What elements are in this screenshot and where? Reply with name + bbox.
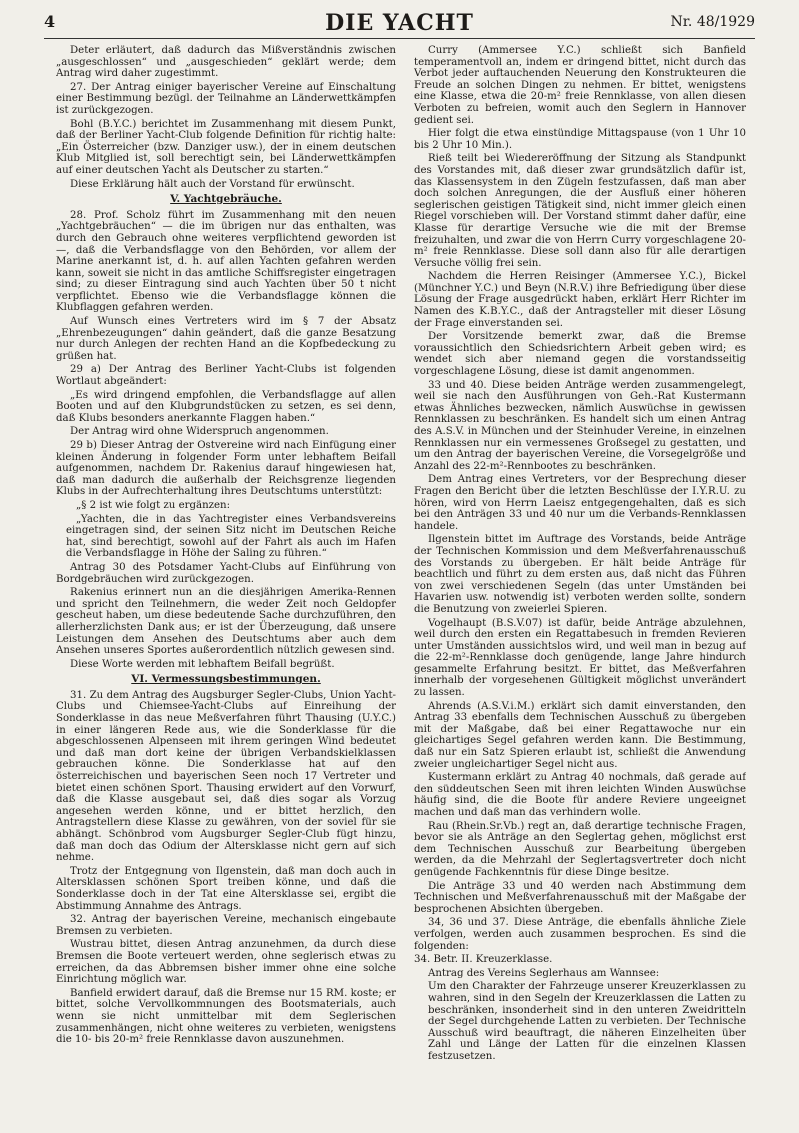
paragraph: Diese Worte werden mit lebhaftem Beifall begrüßt. (70, 658, 335, 670)
paragraph: Hier folgt die etwa einstündige Mittagspause (von 1 Uhr 10 bis 2 Uhr 10 Min.). (414, 128, 746, 151)
paragraph: Ahrends (A.S.V.i.M.) erklärt sich damit einverstanden, den Antrag 33 ebenfalls dem Technischen Ausschuß zu übergeben mit der Maßgabe, daß bei einer Regattawoche nur ein gleichartiges Segel gefahren werden kann. Die Bestimmung, daß nur ein Satz Spieren erlaubt ist, schließt die Anwendung zweier ungleichartiger Segel nicht aus. (414, 700, 746, 770)
paragraph: Deter erläutert, daß dadurch das Mißverständnis zwischen „ausgeschlossen“ und „ausgeschieden“ geklärt werde; dem Antrag wird daher zugestimmt. (56, 45, 396, 80)
left-column (56, 45, 396, 1115)
paragraph: Wustrau bittet, diesen Antrag anzunehmen, da durch diese Bremsen die Boote verteuert werden, ohne seglerisch etwas zu erreichen, da das Abbremsen bisher immer ohne eine solche Einrichtung möglich war. (56, 939, 396, 986)
paragraph: Antrag 30 des Potsdamer Yacht-Clubs auf Einführung von Bordgebräuchen wird zurückgezogen. (56, 561, 396, 585)
section-heading: V. Yachtgebräuche. (170, 193, 282, 206)
paragraph: „Yachten, die in das Yachtregister eines Verbandsvereins eingetragen sind, der seinen Sitz nicht im Deutschen Reiche hat, sind berechtigt, sowohl auf der Fahrt als auch im Hafen die Verbandsflagge in Höhe der Saling zu führen.“ (66, 513, 396, 560)
paragraph: 32. Antrag der bayerischen Vereine, mechanisch eingebaute Bremsen zu verbieten. (56, 914, 396, 937)
paragraph: Curry (Ammersee Y.C.) schließt sich Banfield temperamentvoll an, indem er dringend bittet, nicht durch das Verbot jeder auftauchenden Neuerung den Konstrukteuren die Freude an solchen Dingen zu nehmen. Er bittet, wenigstens eine Klasse, etwa die 20-m² freie Rennklasse, von allen diesen Verboten zu befreien, womit auch den Seglern in Hannover gedient sei. (414, 45, 746, 126)
paragraph: Banfield erwidert darauf, daß die Bremse nur 15 RM. koste; er bittet, solche Vervollkommnungen des Bootsmaterials, auch wenn sie nicht unmittelbar mit dem Seglerischen zusammenhängen, nicht ohne weiteres zu verbieten, wenigstens die 10- bis 20-m² freie Rennklasse davon auszunehmen. (56, 987, 396, 1046)
paragraph: Rau (Rhein.Sr.Vb.) regt an, daß derartige technische Fragen, bevor sie als Anträge an den Seglertag gehen, möglichst erst dem Technischen Ausschuß zur Bearbeitung übergeben werden, da die Mehrzahl der Seglertagsvertreter doch nicht genügende Fachkenntnis für diese Dinge besitze. (414, 820, 746, 878)
paragraph: 28. Prof. Scholz führt im Zusammenhang mit den neuen „Yachtgebräuchen“ — die im übrigen nur das enthalten, was durch den Gebrauch ohne weiteres verpflichtend geworden ist —, daß die Verbandsflagge von den Behörden, vor allem der Marine anerkannt ist, d. h. auf allen Yachten gefahren werden kann, soweit sie nicht in das amtliche Schiffsregister eingetragen sind; zu dieser Eintragung sind auch Yachten über 50 t nicht verpflichtet. Ebenso wie die Verbandsflagge können die Klubflaggen gefahren werden. (56, 209, 396, 314)
paragraph: „Es wird dringend empfohlen, die Verbandsflagge auf allen Booten und auf den Klubgrundstücken zu setzen, es sei denn, daß Klubs besonders anerkannte Flaggen haben.“ (56, 389, 396, 424)
paragraph: Nachdem die Herren Reisinger (Ammersee Y.C.), Bickel (Münchner Y.C.) und Beyn (N.R.V.) ihre Befriedigung über diese Lösung der Frage ausgedrückt haben, erklärt Herr Richter im Namen des K.B.Y.C., daß der Antragsteller mit dieser Lösung der Frage einverstanden sei. (414, 271, 746, 329)
paragraph: Vogelhaupt (B.S.V.07) ist dafür, beide Anträge abzulehnen, weil durch den ersten ein Regattabesuch in fremden Revieren unter Umständen aussichtslos wird, und weil man in bezug auf die 22-m²-Rennklasse doch genügende, lange Jahre hindurch gesammelte Erfahrung besitzt. Er bittet, das Meßverfahren innerhalb der vorgesehenen Gültigkeit möglichst unverändert zu lassen. (414, 617, 746, 699)
paragraph: Rakenius erinnert nun an die diesjährigen Amerika-Rennen und spricht den Teilnehmern, die weder Zeit noch Geldopfer gescheut haben, um diese bedeutende Sache durchzuführen, den allerherzlichsten Dank aus; er ist der Überzeugung, daß unsere Leistungen dem Ansehen des Deutschtums aber auch dem Ansehen unseres Sportes außerordentlich nützlich gewesen sind. (56, 587, 396, 657)
paragraph: 29 a) Der Antrag des Berliner Yacht-Clubs ist folgenden Wortlaut abgeändert: (56, 364, 396, 388)
paragraph: Auf Wunsch eines Vertreters wird im § 7 der Absatz „Ehrenbezeugungen“ dahin geändert, daß die ganze Besatzung nur durch Anlegen der rechten Hand an die Kopfbedeckung zu grüßen hat. (56, 316, 396, 362)
paragraph: 33 und 40. Diese beiden Anträge werden zusammengelegt, weil sie nach den Ausführungen von Geh.-Rat Kustermann etwas Ähnliches bezwecken, nämlich Auswüchse in gewissen Rennklassen zu beschränken. Es handelt sich um einen Antrag des A.S.V. in München und der Steinhuder Vereine, in einzelnen Rennklassen nur ein vermessenes Großsegel zu gestatten, und um den Antrag der bayerischen Vereine, die Vorsegelgröße und Anzahl des 22-m²-Rennbootes zu beschränken. (414, 379, 746, 472)
paragraph: Bohl (B.Y.C.) berichtet im Zusammenhang mit diesem Punkt, daß der Berliner Yacht-Club folgende Definition für richtig halte: „Ein Österreicher (bzw. Danziger usw.), der in einem deutschen Klub Mitglied ist, soll berechtigt sein, bei Länderwettkämpfen auf einer deutschen Yacht als Deutscher zu starten.“ (56, 118, 396, 176)
paragraph: Rieß teilt bei Wiedereröffnung der Sitzung als Standpunkt des Vorstandes mit, daß dieser zwar grundsätzlich dafür ist, das Klassensystem in den Zügeln festzufassen, daß man aber doch solchen Anregungen, die der Ausfluß einer höheren seglerischen geistigen Tätigkeit sind, nicht immer gleich einen Riegel vorschieben will. Der Vorstand stimmt daher dafür, eine Klasse für derartige Versuche wie die mit der Bremse freizuhalten, und zwar die von Herrn Curry vorgeschlagene 20-m² freie Rennklasse. Diese soll dann also für alle derartigen Versuche völlig frei sein. (414, 153, 746, 269)
paragraph: 29 b) Dieser Antrag der Ostvereine wird nach Einfügung einer kleinen Änderung in folgender Form unter lebhaftem Beifall aufgenommen, nachdem Dr. Rakenius darauf hingewiesen hat, daß man dadurch die außerhalb der Reichsgrenze liegenden Klubs in der Aufrechterhaltung ihres Deutschtums unterstützt: (56, 440, 396, 498)
paragraph: Antrag des Vereins Seglerhaus am Wannsee: (428, 967, 660, 979)
paragraph: Diese Erklärung hält auch der Vorstand für erwünscht. (70, 178, 355, 190)
paragraph: 27. Der Antrag einiger bayerischer Vereine auf Einschaltung einer Bestimmung bezügl. der Teilnahme an Länderwettkämpfen ist zurückgezogen. (56, 81, 396, 116)
right-column (414, 45, 746, 1115)
paragraph: Der Antrag wird ohne Widerspruch angenommen. (70, 426, 329, 438)
paragraph: 31. Zu dem Antrag des Augsburger Segler-Clubs, Union Yacht-Clubs und Chiemsee-Yacht-Clubs auf Einreihung der Sonderklasse in das neue Meßverfahren führt Thausing (U.Y.C.) in einer längeren Rede aus, wie die Sonderklasse für die abgeschlossenen Alpenseen mit ihrem geringen Wind bedeutet und daß man dort keine der übrigen Verbandskielklassen gebrauchen könne. Die Sonderklasse hat auf den österreichischen und bayerischen Seen noch 17 Vertreter und bietet einen schönen Sport. Thausing erwidert auf den Vorwurf, daß die Klasse ausgebaut sei, daß dies sogar als Vorzug angesehen werden könne, und er bittet herzlich, den Antragstellern diese Klasse zu gewähren, von der soviel für sie abhängt. Schönbrod vom Augsburger Segler-Club fügt hinzu, daß man doch das Odium der Altersklasse nicht gern auf sich nehme. (56, 689, 396, 864)
issue-number: Nr. 48/1929 (670, 14, 755, 30)
paragraph: Ilgenstein bittet im Auftrage des Vorstands, beide Anträge der Technischen Kommission und dem Meßverfahrenausschuß des Vorstands zu übergeben. Er hält beide Anträge für beachtlich und führt zu dem ersten aus, daß nicht das Führen von zwei verschiedenen Segeln (das unter Umständen bei Havarien usw. notwendig ist) verboten werden sollte, sondern die Benutzung von zweierlei Spieren. (414, 534, 746, 615)
section-heading: VI. Vermessungsbestimmungen. (131, 673, 321, 686)
header-rule (44, 38, 755, 39)
paragraph: Der Vorsitzende bemerkt zwar, daß die Bremse voraussichtlich den Schiedsrichtern Arbeit geben wird; es wendet sich aber niemand gegen die vorstandsseitig vorgeschlagene Lösung, diese ist damit angenommen. (414, 331, 746, 378)
paragraph: 34. Betr. II. Kreuzerklasse. (414, 954, 553, 966)
page-number: 4 (44, 12, 56, 31)
journal-title: DIE YACHT (325, 10, 474, 36)
paragraph: Die Anträge 33 und 40 werden nach Abstimmung dem Technischen und Meßverfahrenausschuß mit der Maßgabe der besprochenen Absichten übergeben. (414, 880, 746, 915)
paragraph: Um den Charakter der Fahrzeuge unserer Kreuzerklassen zu wahren, sind in den Segeln der Kreuzerklassen die Latten zu beschränken, insonderheit sind in den unteren Zweidritteln der Segel durchgehende Latten zu verbieten. Der Technische Ausschuß wird beauftragt, die näheren Einzelheiten über Zahl und Länge der Latten für die einzelnen Klassen festzusetzen. (428, 981, 746, 1062)
paragraph: Dem Antrag eines Vertreters, vor der Besprechung dieser Fragen den Bericht über die letzten Beschlüsse der I.Y.R.U. zu hören, wird von Herrn Laeisz entgegengehalten, daß es sich bei den Anträgen 33 und 40 nur um die Verbands-Rennklassen handele. (414, 474, 746, 532)
page-header (44, 10, 755, 36)
paragraph: Trotz der Entgegnung von Ilgenstein, daß man doch auch in Altersklassen schönen Sport treiben könne, und daß die Sonderklasse doch in der Tat eine Altersklasse sei, ergibt die Abstimmung Annahme des Antrags. (56, 865, 396, 912)
paragraph: 34, 36 und 37. Diese Anträge, die ebenfalls ähnliche Ziele verfolgen, werden auch zusammen besprochen. Es sind die folgenden: (414, 917, 746, 952)
paragraph: Kustermann erklärt zu Antrag 40 nochmals, daß gerade auf den süddeutschen Seen mit ihren leichten Winden Auswüchse häufig sind, die die Boote für andere Reviere ungeeignet machen und daß man das verhindern wolle. (414, 772, 746, 818)
paragraph: „§ 2 ist wie folgt zu ergänzen: (76, 499, 231, 511)
